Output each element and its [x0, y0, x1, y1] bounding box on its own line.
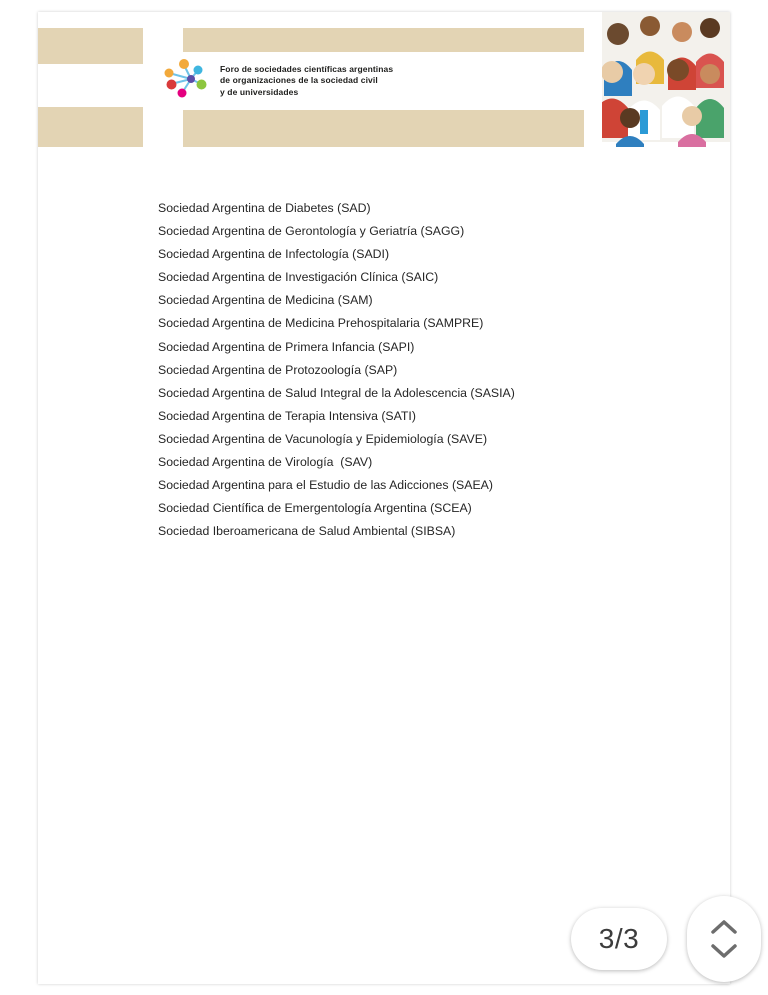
document-body [38, 152, 730, 543]
people-illustration-collage [584, 12, 730, 147]
chevron-up-icon[interactable] [709, 918, 739, 936]
list-item: Sociedad Argentina de Virología (SAV) [158, 455, 373, 470]
list-item: Sociedad Argentina de Protozoología (SAP) [158, 362, 398, 377]
list-item: Sociedad Argentina de Medicina Prehospitalaria (SAMPRE) [158, 316, 484, 331]
organization-logo-block [148, 52, 588, 110]
list-item: Sociedad Iberoamericana de Salud Ambiental (SIBSA) [158, 524, 456, 539]
org-name-line-1: Foro de sociedades científicas argentinas [220, 63, 394, 74]
foro-network-logo-icon [164, 58, 210, 104]
list-item: Sociedad Argentina de Diabetes (SAD) [158, 201, 371, 215]
letterhead-header [38, 12, 730, 152]
list-item: Sociedad Científica de Emergentología Argentina (SCEA) [158, 501, 472, 516]
page-navigation-control[interactable] [687, 896, 761, 982]
header-band-left-top [38, 28, 148, 64]
list-item: Sociedad Argentina de Vacunología y Epidemiología (SAVE) [158, 431, 488, 446]
list-item: Sociedad Argentina de Infectología (SADI) [158, 247, 390, 262]
organization-name [220, 64, 393, 99]
list-item: Sociedad Argentina de Investigación Clínica (SAIC) [158, 270, 439, 285]
chevron-down-icon[interactable] [709, 942, 739, 960]
document-page [38, 12, 730, 984]
list-item: Sociedad Argentina de Primera Infancia (SAPI) [158, 339, 415, 354]
page-indicator: 3/3 [571, 908, 667, 970]
list-item: Sociedad Argentina de Salud Integral de la Adolescencia (SASIA) [158, 385, 515, 400]
list-item: Sociedad Argentina de Terapia Intensiva (SATI) [158, 408, 416, 423]
org-name-line-2: de organizaciones de la sociedad civil [220, 75, 378, 86]
list-item: Sociedad Argentina de Gerontología y Geriatría (SAGG) [158, 224, 465, 239]
society-list [38, 152, 730, 543]
list-item: Sociedad Argentina de Medicina (SAM) [158, 293, 373, 308]
header-band-left-bottom [38, 107, 148, 147]
list-item: Sociedad Argentina para el Estudio de las Adicciones (SAEA) [158, 478, 493, 493]
org-name-line-3: y de universidades [220, 86, 299, 97]
